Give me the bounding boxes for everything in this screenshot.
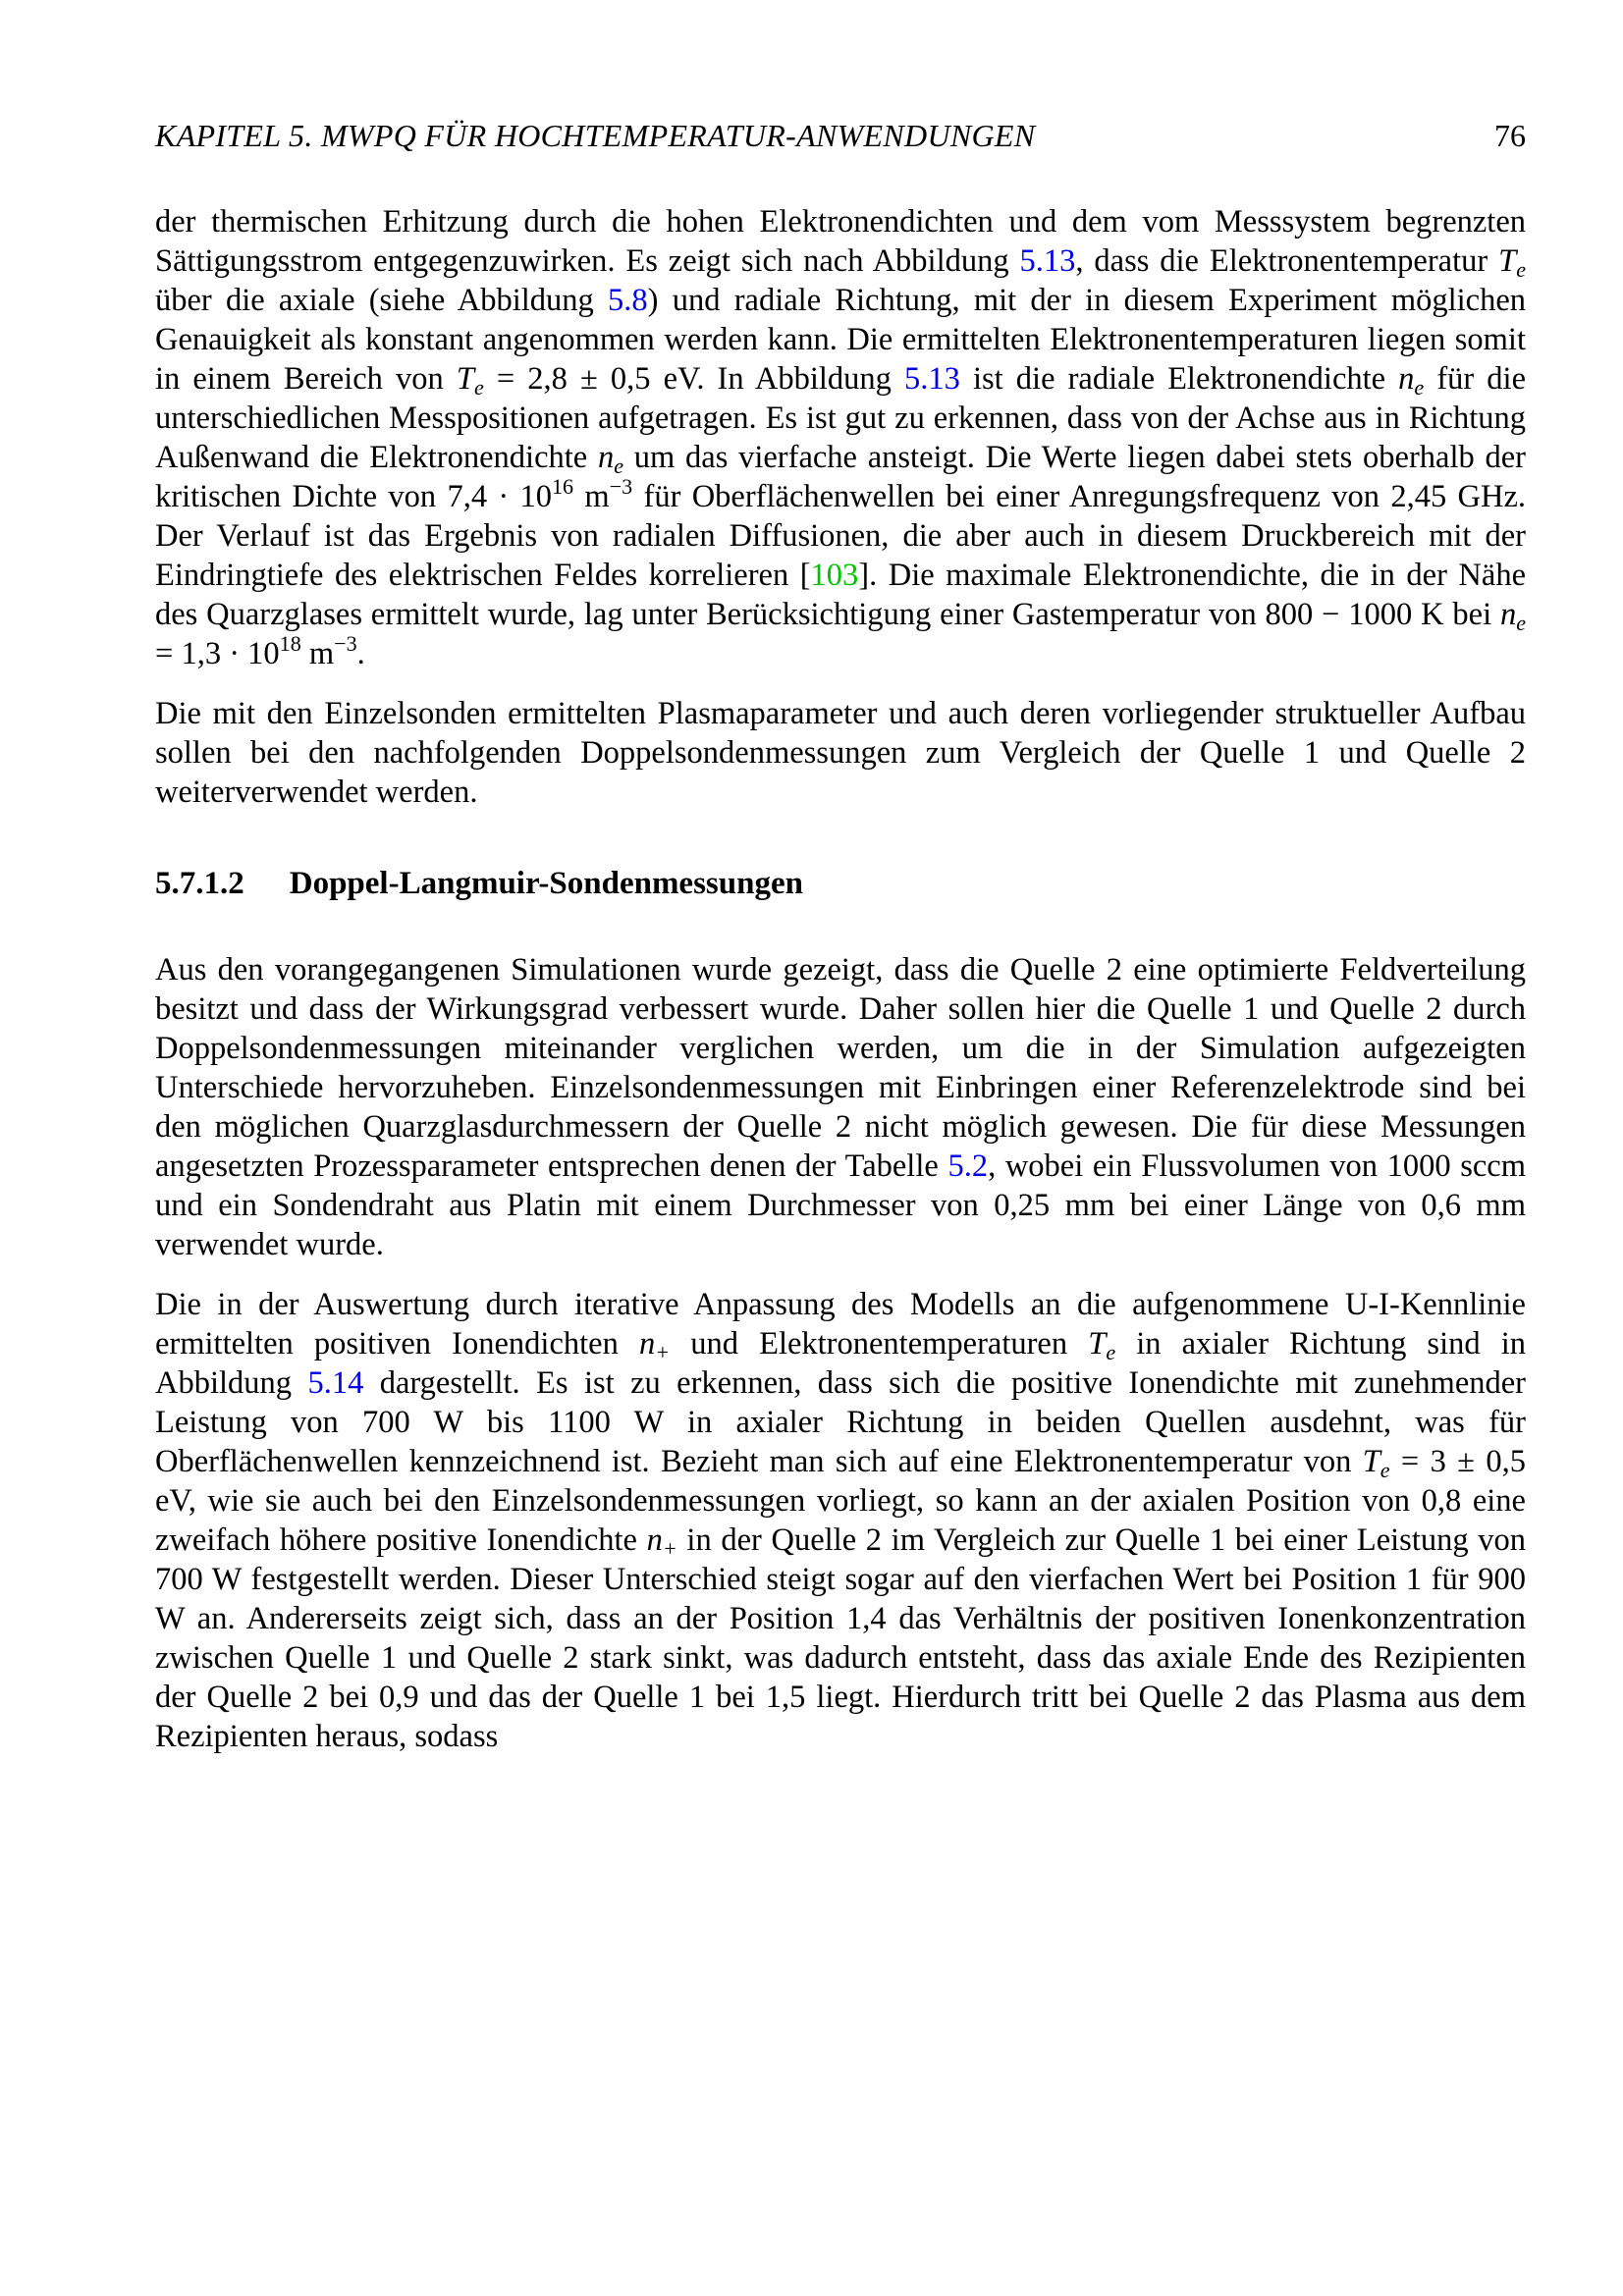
math-superscript: −3 <box>334 631 357 656</box>
math-subscript: e <box>1106 1340 1116 1364</box>
text-run: ) und radiale Richtung, mit der in diesem Experiment möglichen Genauigkeit als konstant angenommen werden kann. Die ermittelten Elektronentemperaturen liegen somit in einem Bereich von <box>155 283 1527 397</box>
text-run: , wobei ein Flussvolumen von 1000 sccm und ein Sondendraht aus Platin mit einem Durchmesser von 0,25 mm bei einer Länge von 0,6 mm verwendet wurde. <box>155 1148 1526 1262</box>
math-variable: T <box>1362 1444 1380 1479</box>
section-heading <box>155 864 1526 903</box>
text-run: m <box>300 636 335 671</box>
math-variable: n <box>646 1522 663 1558</box>
text-run: , dass die Elektronentemperatur <box>1075 243 1499 279</box>
ref-link[interactable]: 5.13 <box>1019 243 1076 279</box>
math-variable: n <box>638 1326 656 1362</box>
paragraph-single-probe-summary <box>155 694 1526 812</box>
math-subscript: + <box>655 1340 671 1364</box>
ref-link[interactable]: 5.13 <box>904 361 960 397</box>
math-subscript: e <box>614 454 624 478</box>
paragraph-double-probe-setup <box>155 950 1526 1264</box>
page-number: 76 <box>1494 118 1526 153</box>
math-subscript: e <box>1414 375 1425 400</box>
text-column <box>155 202 1526 1777</box>
math-subscript: e <box>1516 611 1526 635</box>
math-superscript: 18 <box>279 631 301 656</box>
running-header <box>155 118 1526 154</box>
text-run: = 2,8 ± 0,5 eV. In Abbildung <box>483 361 905 397</box>
text-run: dargestellt. Es ist zu erkennen, dass sich die positive Ionendichte mit zunehmender Leistung von 700 W bis 1100 W in axialer Richtung in beiden Quellen ausdehnt, was für Oberflächenwellen kennzeichnend ist. Bezieht man sich auf eine Elektronentemperatur von <box>155 1365 1527 1479</box>
text-run: ]. Die maximale Elektronendichte, die in der Nähe des Quarzglases ermittelt wurde, lag unter Berücksichtigung einer Gastemperatur von 800 − 1000 K bei <box>155 558 1527 632</box>
math-variable: n <box>597 440 615 475</box>
text-run: in axialer Richtung sind in Abbildung <box>155 1326 1526 1401</box>
math-variable: T <box>1088 1326 1107 1362</box>
text-run: . <box>356 636 365 671</box>
text-run: Aus den vorangegangenen Simulationen wurde gezeigt, dass die Quelle 2 eine optimierte Feldverteilung besitzt und dass der Wirkungsgrad verbessert wurde. Daher sollen hier die Quelle 1 und Quelle 2 durch Doppelsondenmessungen miteinander verglichen werden, um die in der Simulation aufgezeigten Unterschiede hervorzuheben. Einzelsondenmessungen mit Einbringen einer Referenzelektrode sind bei den möglichen Quarzglasdurchmessern der Quelle 2 nicht möglich gewesen. Die für diese Messungen angesetzten Prozessparameter entsprechen denen der Tabelle <box>155 952 1526 1184</box>
text-run: m <box>573 479 610 514</box>
math-variable: T <box>1498 243 1517 279</box>
citation-link[interactable]: 103 <box>810 558 859 593</box>
text-run: = 3 ± 0,5 eV, wie sie auch bei den Einzelsondenmessungen vorliegt, so kann an der axialen Position von 0,8 eine zweifach höhere positive Ionendichte <box>155 1444 1526 1558</box>
math-variable: T <box>456 361 474 397</box>
paragraph-electron-density <box>155 202 1526 673</box>
math-variable: n <box>1499 597 1517 632</box>
text-run: für Oberflächenwellen bei einer Anregungsfrequenz von 2,45 GHz. Der Verlauf ist das Ergebnis von radialen Diffusionen, die aber auch in diesem Druckbereich mit der Eindringtiefe des elektrischen Feldes korrelieren [ <box>155 479 1527 593</box>
text-run: in der Quelle 2 im Vergleich zur Quelle 1 bei einer Leistung von 700 W festgestellt werden. Dieser Unterschied steigt sogar auf den vierfachen Wert bei Position 1 für 900 W an. Andererseits zeigt sich, dass an der Position 1,4 das Verhältnis der positiven Ionenkonzentration zwischen Quelle 1 und Quelle 2 stark sinkt, was dadurch entsteht, dass das axiale Ende des Rezipienten der Quelle 2 bei 0,9 und das der Quelle 1 bei 1,5 liegt. Hierdurch tritt bei Quelle 2 das Plasma aus dem Rezipienten heraus, sodass <box>155 1522 1527 1754</box>
text-run: um das vierfache ansteigt. Die Werte liegen dabei stets oberhalb der kritischen Dichte von 7,4 · 10 <box>155 440 1526 514</box>
math-subscript: e <box>1380 1458 1390 1482</box>
text-run: ist die radiale Elektronendichte <box>959 361 1399 397</box>
text-run: Die mit den Einzelsonden ermittelten Plasmaparameter und auch deren vorliegender struktueller Aufbau sollen bei den nachfolgenden Doppelsondenmessungen zum Vergleich der Quelle 1 und Quelle 2 weiterverwendet werden. <box>155 696 1526 810</box>
paragraph-ion-density-results <box>155 1285 1526 1756</box>
text-run: und Elektronentemperaturen <box>670 1326 1089 1362</box>
text-run: für die unterschiedlichen Messpositionen aufgetragen. Es ist gut zu erkennen, dass von der Achse aus in Richtung Außenwand die Elektronendichte <box>155 361 1527 475</box>
section-title: Doppel-Langmuir-Sondenmessungen <box>289 866 803 901</box>
math-superscript: 16 <box>552 474 574 499</box>
ref-link[interactable]: 5.14 <box>307 1365 364 1401</box>
text-run: Die in der Auswertung durch iterative Anpassung des Modells an die aufgenommene U-I-Kennlinie ermittelten positiven Ionendichten <box>155 1287 1526 1362</box>
ref-link[interactable]: 5.8 <box>608 283 648 318</box>
ref-link[interactable]: 5.2 <box>947 1148 989 1184</box>
math-subscript: e <box>1516 257 1526 282</box>
math-subscript: + <box>662 1536 677 1561</box>
text-run: = 1,3 · 10 <box>155 636 280 671</box>
section-number: 5.7.1.2 <box>155 866 244 901</box>
math-variable: n <box>1398 361 1415 397</box>
math-subscript: e <box>473 375 484 400</box>
text-run: über die axiale (siehe Abbildung <box>155 283 609 318</box>
text-run: der thermischen Erhitzung durch die hohen Elektronendichten und dem vom Messsystem begrenzten Sättigungsstrom entgegenzuwirken. Es zeigt sich nach Abbildung <box>155 204 1526 279</box>
math-superscript: −3 <box>609 474 633 499</box>
running-header-chapter-title: KAPITEL 5. MWPQ FÜR HOCHTEMPERATUR-ANWENDUNGEN <box>155 118 1036 153</box>
